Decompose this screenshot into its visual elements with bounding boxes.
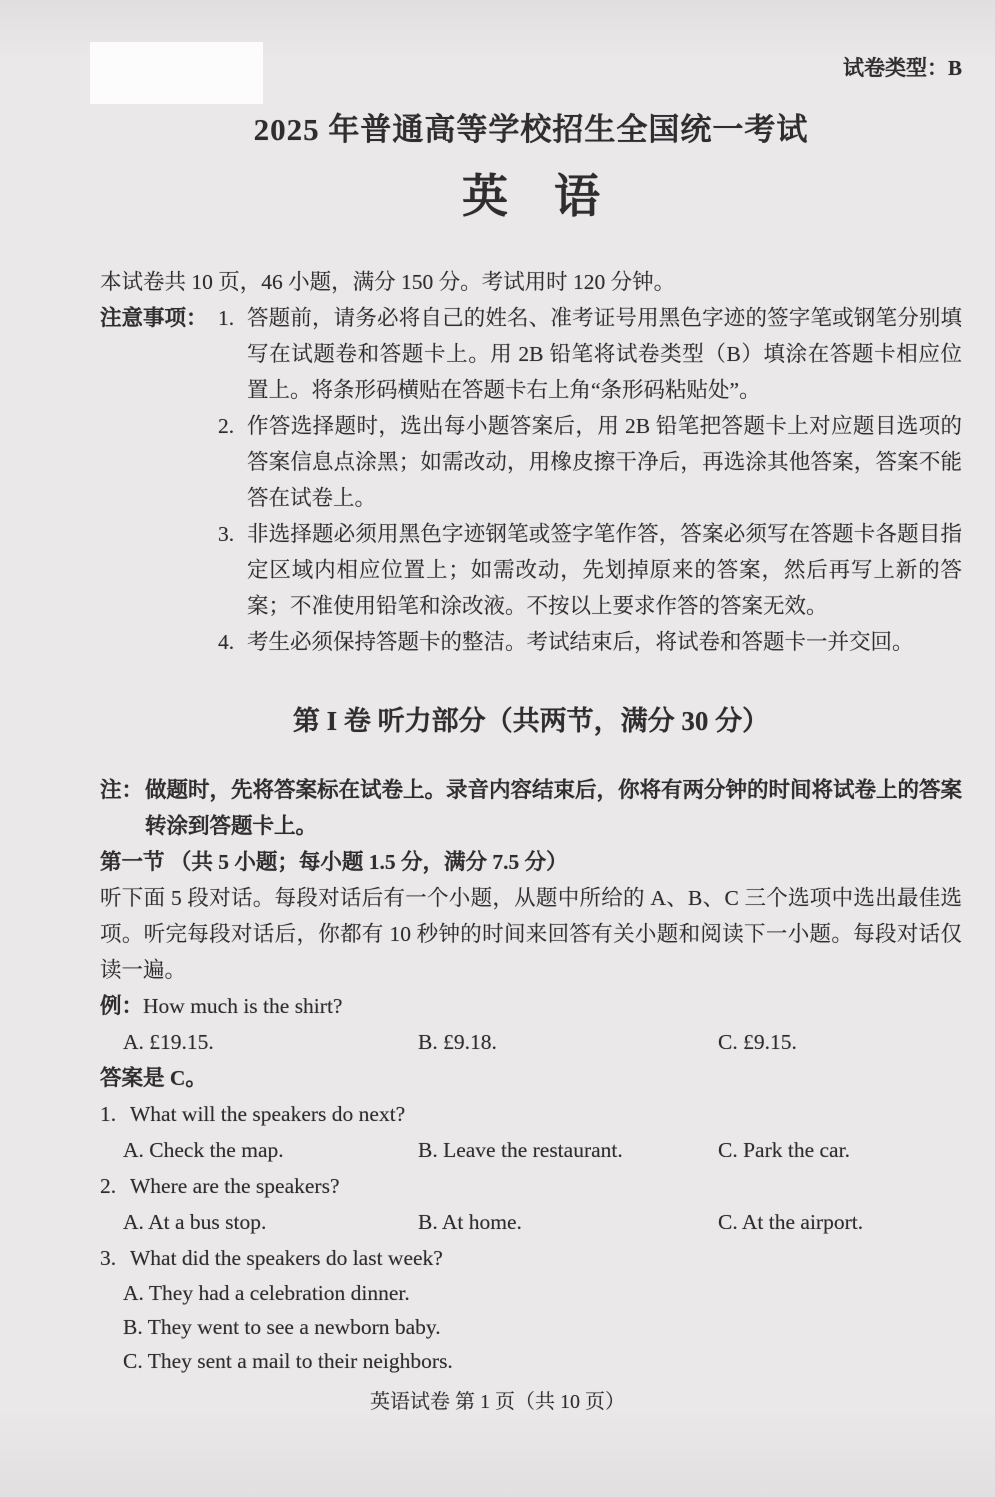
question-1-option-a: A. Check the map. bbox=[123, 1138, 284, 1162]
question-1-option-c: C. Park the car. bbox=[718, 1138, 850, 1162]
question-3-options bbox=[123, 1276, 962, 1378]
exam-title: 2025 年普通高等学校招生全国统一考试 bbox=[253, 112, 809, 147]
notice-item bbox=[218, 516, 962, 624]
notice-item-text: 答题前，请务必将自己的姓名、准考证号用黑色字迹的签字笔或钢笔分别填写在试题卷和答题卡上。用 2B 铅笔将试卷类型（B）填涂在答题卡相应位置上。将条形码横贴在答题卡右上角“条形码粘贴处”。 bbox=[247, 306, 962, 402]
question-2 bbox=[100, 1168, 962, 1204]
example-question-text: How much is the shirt? bbox=[143, 994, 343, 1018]
question-number: 3. bbox=[100, 1246, 117, 1270]
question-number: 1. bbox=[100, 1102, 117, 1126]
listening-note bbox=[100, 772, 962, 844]
note-label: 注： bbox=[100, 778, 144, 802]
question-3-option-a: A. They had a celebration dinner. bbox=[123, 1281, 410, 1305]
example-label: 例： bbox=[100, 994, 144, 1018]
question-number: 2. bbox=[100, 1174, 117, 1198]
question-1-options bbox=[123, 1132, 962, 1168]
question-2-options bbox=[123, 1204, 962, 1240]
question-text: Where are the speakers? bbox=[130, 1174, 340, 1198]
notice-label: 注意事项： bbox=[100, 306, 208, 330]
question-3 bbox=[100, 1240, 962, 1276]
question-3-option-b: B. They went to see a newborn baby. bbox=[123, 1315, 441, 1339]
example-question bbox=[100, 988, 962, 1024]
section1-instructions: 听下面 5 段对话。每段对话后有一个小题，从题中所给的 A、B、C 三个选项中选出最佳选项。听完每段对话后，你都有 10 秒钟的时间来回答有关小题和阅读下一小题。每段对话仅读一遍。 bbox=[100, 886, 962, 982]
notice-item bbox=[218, 300, 962, 408]
part1-heading: 第 I 卷 听力部分（共两节，满分 30 分） bbox=[292, 706, 770, 736]
example-answer: 答案是 C。 bbox=[100, 1066, 207, 1090]
question-1 bbox=[100, 1096, 962, 1132]
question-2-option-c: C. At the airport. bbox=[718, 1210, 864, 1234]
page-footer: 英语试卷 第 1 页（共 10 页） bbox=[370, 1391, 625, 1413]
notice-item-number: 2. bbox=[218, 414, 235, 438]
question-1-option-b: B. Leave the restaurant. bbox=[418, 1138, 623, 1162]
question-text: What will the speakers do next? bbox=[130, 1102, 406, 1126]
notice-item-number: 1. bbox=[218, 306, 235, 330]
exam-info-line: 本试卷共 10 页，46 小题，满分 150 分。考试用时 120 分钟。 bbox=[100, 270, 676, 294]
section1-heading: 第一节 （共 5 小题；每小题 1.5 分，满分 7.5 分） bbox=[100, 850, 568, 874]
question-3-option-c: C. They sent a mail to their neighbors. bbox=[123, 1349, 453, 1373]
notice-item bbox=[218, 624, 962, 660]
notice-item-text: 非选择题必须用黑色字迹钢笔或签字笔作答，答案必须写在答题卡各题目指定区域内相应位置上；如需改动，先划掉原来的答案，然后再写上新的答案；不准使用铅笔和涂改液。不按以上要求作答的答案无效。 bbox=[247, 522, 962, 618]
notice-item bbox=[218, 408, 962, 516]
redacted-box bbox=[90, 42, 263, 104]
notice-item-text: 作答选择题时，选出每小题答案后，用 2B 铅笔把答题卡上对应题目选项的答案信息点涂黑；如需改动，用橡皮擦干净后，再选涂其他答案，答案不能答在试卷上。 bbox=[247, 414, 962, 510]
example-option-b: B. £9.18. bbox=[418, 1030, 497, 1054]
example-option-a: A. £19.15. bbox=[123, 1030, 214, 1054]
question-text: What did the speakers do last week? bbox=[130, 1246, 443, 1270]
subject-title: 英 语 bbox=[462, 171, 600, 222]
notice-item-number: 3. bbox=[218, 522, 235, 546]
note-text: 做题时，先将答案标在试卷上。录音内容结束后，你将有两分钟的时间将试卷上的答案转涂到答题卡上。 bbox=[145, 778, 963, 838]
question-2-option-b: B. At home. bbox=[418, 1210, 522, 1234]
notice-items bbox=[218, 300, 962, 660]
example-options bbox=[123, 1024, 962, 1060]
paper-type-label: 试卷类型：B bbox=[842, 56, 962, 80]
question-2-option-a: A. At a bus stop. bbox=[123, 1210, 267, 1234]
notice-section bbox=[100, 300, 962, 660]
example-option-c: C. £9.15. bbox=[718, 1030, 797, 1054]
notice-item-text: 考生必须保持答题卡的整洁。考试结束后，将试卷和答题卡一并交回。 bbox=[247, 630, 914, 654]
notice-item-number: 4. bbox=[218, 630, 235, 654]
